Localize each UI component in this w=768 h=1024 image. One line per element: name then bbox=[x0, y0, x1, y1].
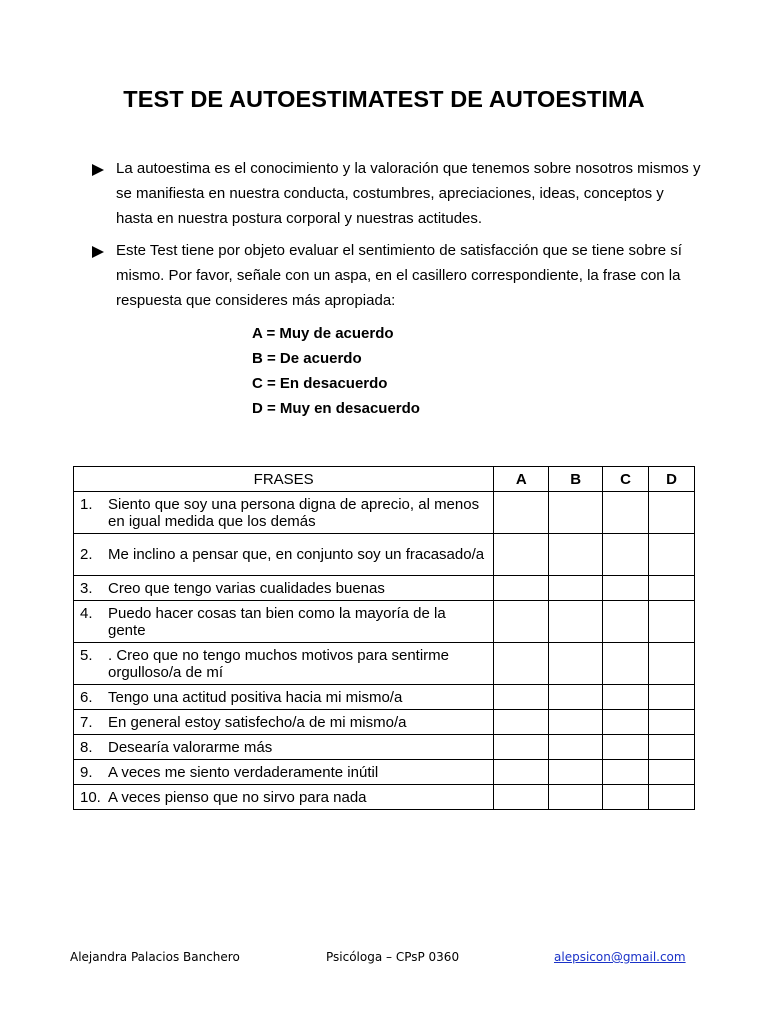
table-row bbox=[74, 685, 695, 710]
answer-cell-b[interactable] bbox=[549, 735, 603, 760]
table-row bbox=[74, 643, 695, 685]
phrase-cell bbox=[74, 601, 494, 643]
answer-cell-c[interactable] bbox=[603, 710, 649, 735]
phrase-number: 5. bbox=[80, 646, 93, 664]
answer-cell-c[interactable] bbox=[603, 534, 649, 576]
answer-cell-a[interactable] bbox=[494, 492, 549, 534]
answer-cell-a[interactable] bbox=[494, 735, 549, 760]
table-row bbox=[74, 601, 695, 643]
header-frases: FRASES bbox=[74, 467, 494, 492]
arrow-bullet-icon bbox=[92, 164, 104, 176]
answer-cell-a[interactable] bbox=[494, 685, 549, 710]
answer-cell-a[interactable] bbox=[494, 785, 549, 810]
phrase-text: Puedo hacer cosas tan bien como la mayoría de la gente bbox=[108, 604, 446, 639]
phrase-number: 6. bbox=[80, 688, 93, 706]
footer-email-link[interactable]: alepsicon@gmail.com bbox=[554, 950, 686, 964]
answer-cell-c[interactable] bbox=[603, 785, 649, 810]
phrase-number: 3. bbox=[80, 579, 93, 597]
table-row bbox=[74, 534, 695, 576]
answer-cell-b[interactable] bbox=[549, 601, 603, 643]
answer-cell-c[interactable] bbox=[603, 601, 649, 643]
scale-item-d: D = Muy en desacuerdo bbox=[252, 400, 420, 417]
phrase-cell bbox=[74, 534, 494, 576]
answer-cell-c[interactable] bbox=[603, 492, 649, 534]
phrase-cell bbox=[74, 576, 494, 601]
phrase-number: 9. bbox=[80, 763, 93, 781]
answer-cell-a[interactable] bbox=[494, 534, 549, 576]
header-d: D bbox=[649, 467, 695, 492]
answer-scale bbox=[252, 321, 420, 421]
scale-item-a: A = Muy de acuerdo bbox=[252, 325, 394, 342]
table-row bbox=[74, 576, 695, 601]
answer-cell-c[interactable] bbox=[603, 760, 649, 785]
answer-cell-d[interactable] bbox=[649, 534, 695, 576]
table-row bbox=[74, 785, 695, 810]
answer-cell-b[interactable] bbox=[549, 785, 603, 810]
answer-cell-b[interactable] bbox=[549, 492, 603, 534]
answer-cell-d[interactable] bbox=[649, 601, 695, 643]
phrase-cell bbox=[74, 785, 494, 810]
answer-cell-a[interactable] bbox=[494, 601, 549, 643]
answer-cell-d[interactable] bbox=[649, 710, 695, 735]
phrase-text: A veces pienso que no sirvo para nada bbox=[108, 788, 367, 806]
scale-item-c: C = En desacuerdo bbox=[252, 375, 388, 392]
answer-cell-d[interactable] bbox=[649, 760, 695, 785]
phrase-number: 4. bbox=[80, 604, 93, 622]
answer-cell-c[interactable] bbox=[603, 576, 649, 601]
answer-cell-b[interactable] bbox=[549, 534, 603, 576]
answer-cell-c[interactable] bbox=[603, 735, 649, 760]
answer-cell-b[interactable] bbox=[549, 643, 603, 685]
phrase-number: 1. bbox=[80, 495, 93, 513]
header-c: C bbox=[603, 467, 649, 492]
bullet-text-2: Este Test tiene por objeto evaluar el sentimiento de satisfacción que se tiene sobre sí mismo. Por favor, señale con un aspa, en el casillero correspondiente, la frase con la respuesta que consideres más apropiada: bbox=[116, 242, 682, 309]
phrase-text: Desearía valorarme más bbox=[108, 738, 273, 756]
footer-profession: Psicóloga – CPsP 0360 bbox=[326, 950, 460, 964]
table-row bbox=[74, 492, 695, 534]
header-a: A bbox=[494, 467, 549, 492]
phrase-number: 10. bbox=[80, 788, 101, 806]
answer-cell-b[interactable] bbox=[549, 685, 603, 710]
answer-cell-d[interactable] bbox=[649, 492, 695, 534]
scale-item-b: B = De acuerdo bbox=[252, 350, 362, 367]
bullet-paragraph-1 bbox=[92, 156, 702, 231]
phrase-cell bbox=[74, 643, 494, 685]
phrase-cell bbox=[74, 710, 494, 735]
phrase-text: . Creo que no tengo muchos motivos para sentirme orgulloso/a de mí bbox=[108, 646, 450, 681]
phrase-number: 2. bbox=[80, 546, 93, 563]
answer-cell-d[interactable] bbox=[649, 643, 695, 685]
answer-cell-b[interactable] bbox=[549, 710, 603, 735]
phrase-text: A veces me siento verdaderamente inútil bbox=[108, 763, 379, 781]
header-b: B bbox=[549, 467, 603, 492]
phrase-number: 7. bbox=[80, 713, 93, 731]
phrase-cell bbox=[74, 760, 494, 785]
answer-cell-a[interactable] bbox=[494, 710, 549, 735]
table-row bbox=[74, 710, 695, 735]
bullet-paragraph-2 bbox=[92, 238, 702, 313]
answer-cell-a[interactable] bbox=[494, 643, 549, 685]
footer-author: Alejandra Palacios Banchero bbox=[70, 950, 240, 964]
page-title: TEST DE AUTOESTIMATEST DE AUTOESTIMA bbox=[123, 86, 645, 112]
phrase-cell bbox=[74, 492, 494, 534]
phrases-table bbox=[73, 466, 695, 810]
phrase-text: Creo que tengo varias cualidades buenas bbox=[108, 579, 385, 597]
answer-cell-b[interactable] bbox=[549, 576, 603, 601]
phrase-text: En general estoy satisfecho/a de mi mismo/a bbox=[108, 713, 407, 731]
phrase-cell bbox=[74, 685, 494, 710]
phrase-text: Tengo una actitud positiva hacia mi mismo/a bbox=[108, 688, 403, 706]
phrase-text: Me inclino a pensar que, en conjunto soy un fracasado/a bbox=[108, 546, 485, 563]
answer-cell-a[interactable] bbox=[494, 576, 549, 601]
table-row bbox=[74, 760, 695, 785]
bullet-text-1: La autoestima es el conocimiento y la valoración que tenemos sobre nosotros mismos y se manifiesta en nuestra conducta, costumbres, apreciaciones, ideas, conceptos y hasta en nuestra postura corporal y nuestras actitudes. bbox=[116, 160, 701, 227]
answer-cell-c[interactable] bbox=[603, 643, 649, 685]
answer-cell-d[interactable] bbox=[649, 685, 695, 710]
table-header-row bbox=[74, 467, 695, 492]
arrow-bullet-icon bbox=[92, 246, 104, 258]
answer-cell-d[interactable] bbox=[649, 576, 695, 601]
phrase-cell bbox=[74, 735, 494, 760]
phrase-text: Siento que soy una persona digna de aprecio, al menos en igual medida que los demás bbox=[108, 495, 480, 530]
answer-cell-d[interactable] bbox=[649, 735, 695, 760]
answer-cell-c[interactable] bbox=[603, 685, 649, 710]
answer-cell-b[interactable] bbox=[549, 760, 603, 785]
answer-cell-a[interactable] bbox=[494, 760, 549, 785]
table-row bbox=[74, 735, 695, 760]
answer-cell-d[interactable] bbox=[649, 785, 695, 810]
phrase-number: 8. bbox=[80, 738, 93, 756]
